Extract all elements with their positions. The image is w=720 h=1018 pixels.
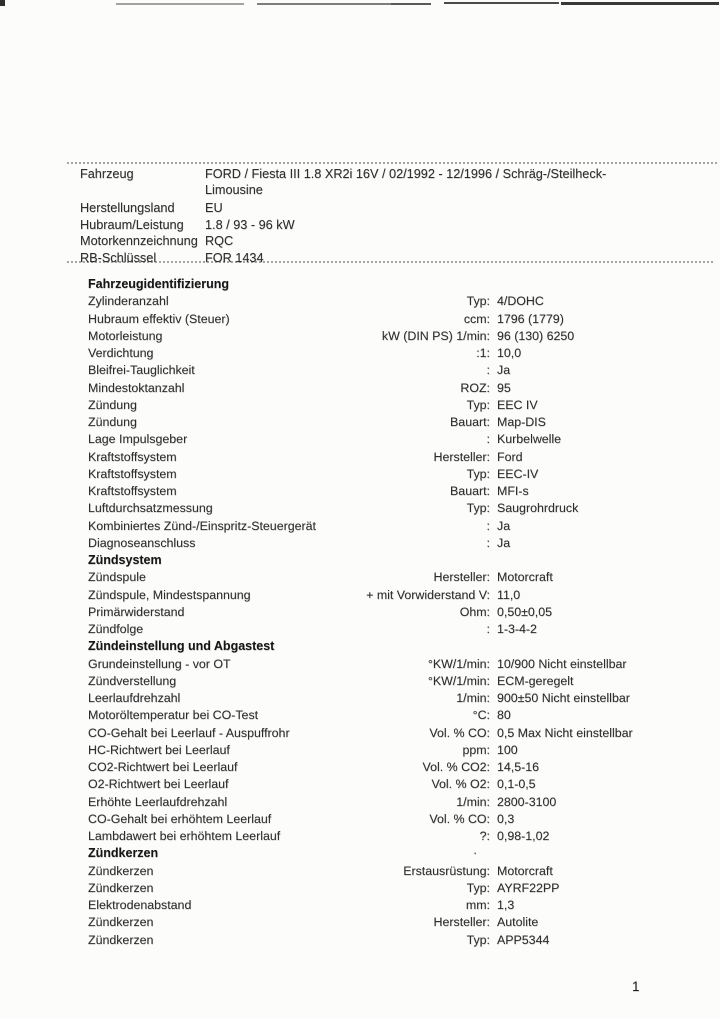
spec-label: Kraftstoffsystem: [88, 449, 177, 464]
spec-label: Zylinderanzahl: [88, 294, 169, 309]
spec-value: ECM-geregelt: [497, 673, 574, 688]
spec-value: 10/900 Nicht einstellbar: [497, 656, 627, 671]
spec-label: Verdichtung: [88, 346, 154, 360]
spec-label: Diagnoseanschluss: [88, 535, 196, 550]
spec-label: Bleifrei-Tauglichkeit: [88, 363, 195, 378]
spec-value: Map-DIS: [497, 415, 546, 429]
spec-row: [0, 776, 720, 793]
spec-row: [0, 466, 720, 483]
spec-value: 0,3: [497, 811, 515, 826]
spec-value: 0,50±0,05: [497, 604, 553, 619]
spec-label: Erhöhte Leerlaufdrehzahl: [88, 794, 228, 809]
spec-value: Ja: [497, 518, 511, 533]
section-title: [0, 552, 720, 569]
spec-label: Zündkerzen: [88, 863, 154, 878]
spec-value-prefix: Hersteller:: [433, 449, 490, 464]
spec-row: [0, 311, 720, 328]
spec-value: 11,0: [497, 587, 521, 602]
spec-value: 1796 (1779): [497, 311, 564, 326]
spec-value-prefix: :: [486, 622, 490, 636]
spec-label: Zündung: [88, 415, 137, 429]
spec-row: [0, 811, 720, 828]
spec-row: [0, 569, 720, 586]
section-title-text: Zündkerzen: [88, 846, 159, 861]
spec-row: [0, 535, 720, 552]
spec-value-prefix: + mit Vorwiderstand V:: [366, 587, 490, 602]
section-title-text: Zündsystem: [88, 553, 162, 567]
spec-value-prefix: °KW/1/min:: [427, 673, 490, 688]
spec-label: Kombiniertes Zünd-/Einspritz-Steuergerät: [88, 518, 316, 533]
spec-value: Motorcraft: [497, 570, 553, 585]
spec-row: [0, 293, 720, 310]
vehicle-header-row: [0, 218, 720, 235]
spec-row: [0, 725, 720, 742]
spec-label: Elektrodenabstand: [88, 898, 192, 912]
spec-value: APP5344: [497, 932, 550, 947]
header-value: EU: [205, 201, 223, 215]
spec-value: 1-3-4-2: [497, 622, 537, 636]
scan-artifact-line: [561, 2, 719, 5]
header-value: FORD / Fiesta III 1.8 XR2i 16V / 02/1992 - 12/1996 / Schräg-/Steilheck-Limousine: [205, 167, 607, 197]
spec-value: Motorcraft: [497, 863, 553, 878]
spec-value: 0,1-0,5: [497, 777, 536, 792]
vehicle-header: [0, 167, 720, 267]
spec-value: 14,5-16: [497, 760, 540, 774]
spec-row: [0, 345, 720, 362]
spec-row: [0, 794, 720, 811]
spec-label: Hubraum effektiv (Steuer): [88, 311, 230, 326]
spec-value-prefix: Hersteller:: [433, 570, 490, 585]
spec-row: [0, 897, 720, 914]
spec-row: [0, 759, 720, 776]
spec-row: [0, 414, 720, 431]
header-value: RQC: [205, 234, 234, 249]
spec-value: 95: [497, 380, 511, 395]
spec-value-prefix: Vol. % CO:: [429, 811, 490, 826]
header-value: FOR 1434: [205, 250, 264, 265]
spec-value-prefix: Bauart:: [450, 415, 490, 429]
spec-value-prefix: ppm:: [462, 742, 490, 757]
spec-value-prefix: Bauart:: [450, 484, 490, 498]
header-label: Hubraum/Leistung: [80, 217, 184, 232]
spec-value: 0,5 Max Nicht einstellbar: [497, 725, 633, 740]
spec-value-prefix: 1/min:: [456, 691, 490, 705]
spec-label: Zündkerzen: [88, 915, 154, 930]
section-title: [0, 638, 720, 655]
spec-value: 4/DOHC: [497, 294, 544, 309]
spec-label: Grundeinstellung - vor OT: [88, 656, 231, 671]
spec-value: Ja: [497, 363, 511, 378]
spec-label: Primärwiderstand: [88, 604, 185, 619]
spec-label: CO-Gehalt bei Leerlauf - Auspuffrohr: [88, 725, 290, 740]
vehicle-header-row: [0, 201, 720, 218]
spec-row: [0, 518, 720, 535]
scan-artifact-line: [391, 3, 431, 5]
spec-value: 900±50 Nicht einstellbar: [497, 691, 630, 705]
header-value: 1.8 / 93 - 96 kW: [205, 217, 295, 232]
spec-value-prefix: ?:: [479, 829, 490, 843]
spec-value-prefix: ccm:: [463, 311, 490, 326]
spec-value: EEC-IV: [497, 466, 539, 481]
vehicle-header-row: [0, 167, 720, 201]
spec-row: [0, 690, 720, 707]
spec-value-prefix: Typ:: [466, 466, 490, 481]
spec-label: Luftdurchsatzmessung: [88, 501, 213, 516]
spec-value: 10,0: [497, 346, 522, 360]
scan-artifact-line: [444, 2, 559, 4]
spec-value-prefix: Erstausrüstung:: [403, 863, 490, 878]
spec-label: Kraftstoffsystem: [88, 484, 177, 498]
header-label: Motorkennzeichnung: [80, 234, 198, 249]
spec-label: Mindestoktanzahl: [88, 380, 185, 395]
spec-value: 96 (130) 6250: [497, 328, 575, 343]
scan-artifact-dot: ·: [473, 846, 478, 861]
spec-row: [0, 673, 720, 690]
spec-row: [0, 587, 720, 604]
spec-value: 100: [497, 742, 518, 757]
spec-value: 2800-3100: [497, 794, 557, 809]
spec-value-prefix: °C:: [472, 708, 490, 723]
spec-row: [0, 483, 720, 500]
spec-value: Autolite: [497, 915, 539, 930]
spec-value-prefix: :1:: [476, 346, 490, 360]
spec-value-prefix: Vol. % CO:: [429, 725, 490, 740]
spec-label: Zündkerzen: [88, 880, 154, 895]
spec-label: Motorleistung: [88, 328, 163, 343]
spec-body: [0, 276, 720, 949]
spec-label: O2-Richtwert bei Leerlauf: [88, 777, 229, 792]
spec-value: 1,3: [497, 898, 515, 912]
dotted-separator-top: [67, 162, 717, 164]
spec-value: EEC IV: [497, 397, 538, 412]
spec-row: [0, 880, 720, 897]
header-label: RB-Schlüssel: [80, 250, 157, 265]
spec-label: Lambdawert bei erhöhtem Leerlauf: [88, 829, 281, 843]
spec-value-prefix: Typ:: [466, 932, 490, 947]
spec-row: [0, 742, 720, 759]
spec-label: Zündung: [88, 397, 137, 412]
spec-row: [0, 656, 720, 673]
spec-label: Motoröltemperatur bei CO-Test: [88, 708, 259, 723]
spec-value-prefix: kW (DIN PS) 1/min:: [381, 328, 490, 343]
spec-label: Kraftstoffsystem: [88, 466, 177, 481]
vehicle-header-row: [0, 251, 720, 268]
vehicle-header-row: [0, 234, 720, 251]
spec-value: Ja: [497, 535, 511, 550]
spec-value-prefix: :: [486, 432, 490, 447]
section-title-text: Zündeinstellung und Abgastest: [88, 639, 275, 654]
spec-value-prefix: Vol. % O2:: [431, 777, 490, 792]
spec-label: Zündverstellung: [88, 673, 177, 688]
spec-row: [0, 863, 720, 880]
spec-row: [0, 621, 720, 638]
section-title: [0, 276, 720, 293]
spec-value-prefix: ROZ:: [460, 380, 490, 395]
spec-value-prefix: Hersteller:: [433, 915, 490, 930]
spec-row: [0, 604, 720, 621]
spec-label: HC-Richtwert bei Leerlauf: [88, 742, 230, 757]
spec-value: AYRF22PP: [497, 880, 560, 895]
spec-value: Ford: [497, 449, 523, 464]
spec-value-prefix: mm:: [465, 898, 490, 912]
spec-value-prefix: Typ:: [466, 880, 490, 895]
spec-label: Zündspule: [88, 570, 146, 585]
scan-artifact-corner: [0, 0, 5, 6]
spec-value-prefix: Typ:: [466, 397, 490, 412]
spec-row: [0, 828, 720, 845]
spec-row: [0, 397, 720, 414]
spec-value: Kurbelwelle: [497, 432, 562, 447]
spec-row: [0, 431, 720, 448]
spec-label: Zündspule, Mindestspannung: [88, 587, 251, 602]
header-label: Herstellungsland: [80, 201, 175, 215]
spec-row: [0, 914, 720, 931]
spec-value-prefix: °KW/1/min:: [427, 656, 490, 671]
spec-value-prefix: Ohm:: [459, 604, 490, 619]
spec-row: [0, 449, 720, 466]
page-number: 1: [632, 979, 640, 994]
spec-value-prefix: :: [486, 363, 490, 378]
spec-value-prefix: :: [486, 518, 490, 533]
spec-value: 0,98-1,02: [497, 829, 550, 843]
spec-row: [0, 328, 720, 345]
spec-value-prefix: Typ:: [466, 294, 490, 309]
spec-label: Zündkerzen: [88, 932, 154, 947]
section-title: [0, 845, 720, 862]
spec-value-prefix: :: [486, 535, 490, 550]
spec-label: CO2-Richtwert bei Leerlauf: [88, 760, 238, 774]
spec-row: [0, 932, 720, 949]
spec-value: MFI-s: [497, 484, 529, 498]
scan-artifact-line: [116, 3, 244, 5]
spec-value: Saugrohrdruck: [497, 501, 579, 516]
spec-row: [0, 380, 720, 397]
section-title-text: Fahrzeugidentifizierung: [88, 277, 229, 291]
spec-value-prefix: 1/min:: [456, 794, 490, 809]
spec-label: Leerlaufdrehzahl: [88, 691, 181, 705]
spec-value: 80: [497, 708, 511, 723]
spec-row: [0, 500, 720, 517]
spec-row: [0, 362, 720, 379]
spec-value-prefix: Vol. % CO2:: [422, 760, 490, 774]
spec-label: CO-Gehalt bei erhöhtem Leerlauf: [88, 811, 272, 826]
spec-label: Zündfolge: [88, 622, 144, 636]
spec-row: [0, 707, 720, 724]
spec-label: Lage Impulsgeber: [88, 432, 188, 447]
spec-value-prefix: Typ:: [466, 501, 490, 516]
header-label: Fahrzeug: [80, 167, 134, 181]
